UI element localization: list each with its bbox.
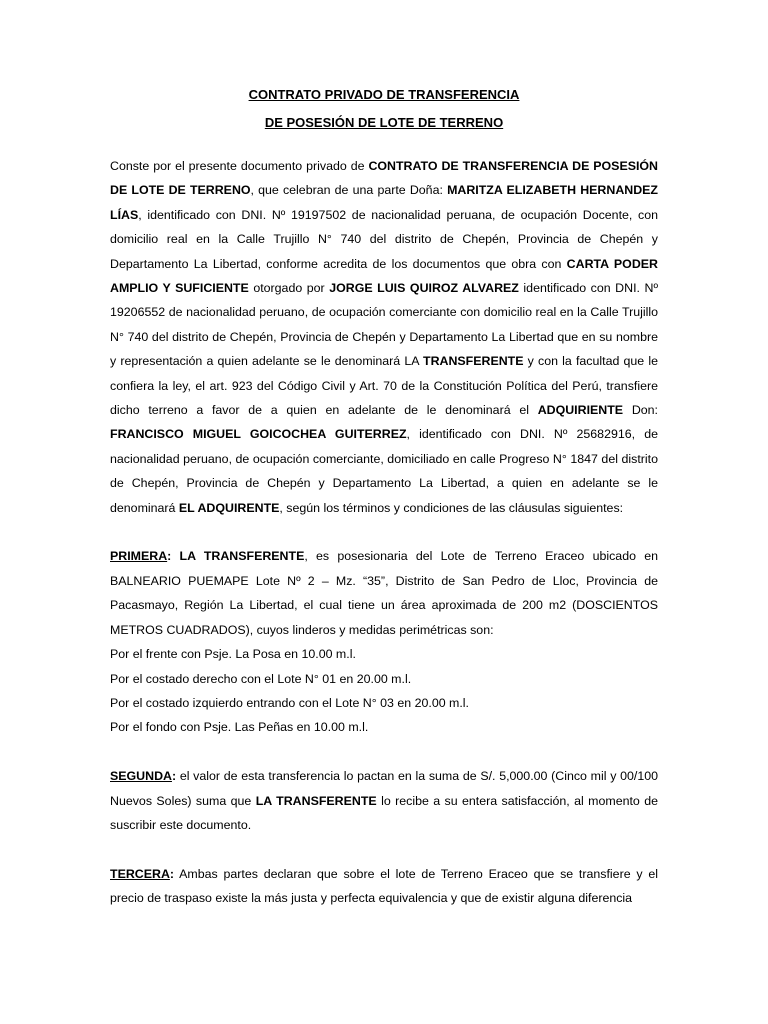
clause-text: lo recibe a su entera satisfacción, al momento de suscribir este documento. xyxy=(110,793,658,832)
intro-text: , identificado con DNI. Nº 25682916, de nacionalidad peruano, de ocupación comerciante, domiciliado en calle Progreso N° 1847 del distrito de Chepén, Provincia de Chepén y Departamento La Libertad, a quien en adelante se le denominará xyxy=(110,427,658,515)
clause-heading-segunda: SEGUNDA xyxy=(110,769,172,784)
clause-colon: : xyxy=(167,549,172,564)
adquirente-term: EL ADQUIRENTE xyxy=(178,500,280,515)
lindero-frente: Por el frente con Psje. La Posa en 10.00 m.l. xyxy=(110,647,356,662)
adquiriente-term: ADQUIRIENTE xyxy=(537,403,624,418)
clause-primera xyxy=(110,544,658,642)
document-title-line-1: CONTRATO PRIVADO DE TRANSFERENCIA xyxy=(248,87,520,102)
transferente-term: LA TRANSFERENTE xyxy=(171,549,305,564)
transferente-term: LA TRANSFERENTE xyxy=(255,793,377,808)
clause-tercera xyxy=(110,862,658,911)
clause-colon: : xyxy=(171,769,177,784)
document-body xyxy=(110,154,658,911)
intro-text: otorgado por xyxy=(248,281,330,296)
clause-colon: : xyxy=(169,866,175,881)
acquirer-name: FRANCISCO MIGUEL GOICOCHEA GUITERREZ xyxy=(110,427,407,442)
intro-text: , identificado con DNI. Nº 19197502 de nacionalidad peruana, de ocupación Docente, con domicilio real en la Calle Trujillo N° 740 del distrito de Chepén, Provincia de Chepén y Departamento La Libertad, conforme acredita de los documentos que obra con xyxy=(110,207,658,271)
clause-text: el valor de esta transferencia lo pactan en la suma de S/. 5,000.00 (Cinco mil y 00/100 Nuevos Soles) suma que xyxy=(110,769,658,808)
lindero-derecho: Por el costado derecho con el Lote N° 01 en 20.00 m.l. xyxy=(110,671,412,686)
document-title-line-2: DE POSESIÓN DE LOTE DE TERRENO xyxy=(264,115,504,130)
intro-text: identificado con DNI. Nº 19206552 de nacionalidad peruano, de ocupación comerciante con domicilio real en la Calle Trujillo N° 740 del distrito de Chepén, Provincia de Chepén y Departamento La Libertad que en su nombre y representación a quien adelante se le denominará LA xyxy=(110,281,658,369)
transferente-term: TRANSFERENTE xyxy=(423,354,524,369)
clause-text: Ambas partes declaran que sobre el lote de Terreno Eraceo que se transfiere y el precio de traspaso existe la más justa y perfecta equivalencia y que de existir alguna diferencia xyxy=(110,866,658,906)
power-of-attorney: CARTA PODER AMPLIO Y SUFICIENTE xyxy=(110,256,658,296)
intro-text: Don: xyxy=(623,403,658,418)
intro-text: , según los términos y condiciones de las cláusulas siguientes: xyxy=(279,500,624,515)
intro-paragraph xyxy=(110,154,658,520)
clause-text: , es posesionaria del Lote de Terreno Eraceo ubicado en BALNEARIO PUEMAPE Lote Nº 2 – Mz. “35”, Distrito de San Pedro de Lloc, Provincia de Pacasmayo, Región La Libertad, el cual tiene un área aproximada de 200 m2 (DOSCIENTOS METROS CUADRADOS), cuyos linderos y medidas perimétricas son: xyxy=(110,549,659,637)
clause-heading-primera: PRIMERA xyxy=(110,549,168,564)
clause-segunda xyxy=(110,764,658,837)
intro-text: , que celebran de una parte Doña: xyxy=(250,183,448,198)
transferor-name: MARITZA ELIZABETH HERNANDEZ LÍAS xyxy=(110,183,658,222)
clause-heading-tercera: TERCERA xyxy=(110,866,170,881)
lindero-fondo: Por el fondo con Psje. Las Peñas en 10.00 m.l. xyxy=(110,720,369,735)
lindero-izquierdo: Por el costado izquierdo entrando con el Lote N° 03 en 20.00 m.l. xyxy=(110,695,470,710)
grantor-name: JORGE LUIS QUIROZ ALVAREZ xyxy=(329,281,519,296)
intro-text: Conste por el presente documento privado de xyxy=(110,159,369,173)
intro-text: y con la facultad que le confiera la ley, el art. 923 del Código Civil y Art. 70 de la Constitución Política del Perú, transfiere dicho terreno a favor de a quien en adelante de le denominará el xyxy=(110,354,659,418)
contract-name: CONTRATO DE TRANSFERENCIA DE POSESIÓN DE LOTE DE TERRENO xyxy=(110,159,659,198)
